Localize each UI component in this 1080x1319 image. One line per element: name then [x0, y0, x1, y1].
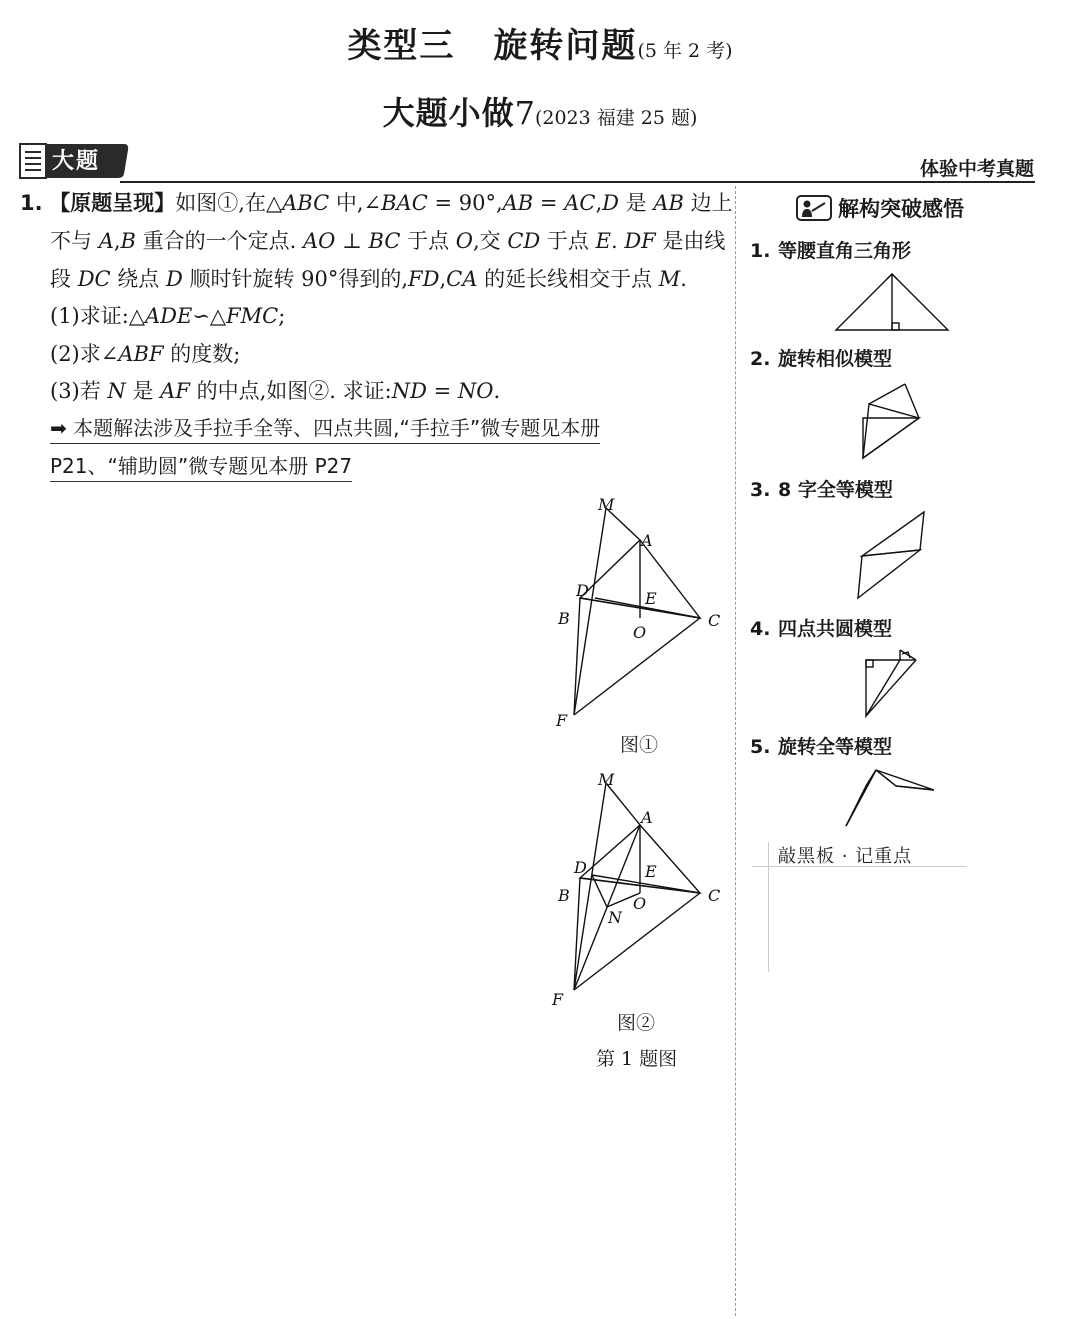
problem-line-2: 不与 A,B 重合的一个定点. AO ⊥ BC 于点 O,交 CD 于点 E. DF 是由线 [50, 229, 726, 253]
figure-2-diagram [540, 765, 740, 1010]
figure-1-caption: 图① [620, 734, 659, 756]
fig2-label-c: C [708, 886, 721, 905]
notes-board-label: 敲黑板 · 记重点 [778, 846, 913, 867]
sidebar-item-2: 2. 旋转相似模型 [750, 348, 893, 370]
figures-caption: 第 1 题图 [596, 1048, 678, 1070]
sidebar-item-5: 5. 旋转全等模型 [750, 736, 893, 758]
problem-line-3: 段 DC 绕点 D 顺时针旋转 90°得到的,FD,CA 的延长线相交于点 M. [50, 267, 687, 291]
fig1-label-d: D [576, 581, 589, 600]
figure-1-diagram [540, 490, 740, 730]
question-3: (3)若 N 是 AF 的中点,如图②. 求证:ND = NO. [50, 379, 501, 403]
fig1-label-b: B [558, 609, 570, 628]
fig2-label-d: D [574, 858, 587, 877]
figure-2-caption: 图② [617, 1012, 656, 1034]
problem-line-1: 1. 【原题呈现】如图①,在△ABC 中,∠BAC = 90°,AB = AC,D 是 AB 边上 [20, 191, 733, 215]
problem-number: 1. [20, 191, 43, 215]
isosceles-right-triangle-icon [830, 268, 954, 334]
fig1-label-f: F [556, 711, 568, 730]
page-title [0, 18, 1080, 67]
sidebar-heading: 解构突破感悟 [796, 193, 964, 223]
section-label: 体验中考真题 [919, 158, 1034, 180]
fig2-label-a: A [641, 808, 653, 827]
subtitle-number: 7 [514, 94, 535, 132]
sidebar-item-3: 3. 8 字全等模型 [750, 479, 893, 501]
notes-board-border [768, 842, 769, 972]
four-points-concyclic-model-icon [858, 646, 924, 720]
notes-board-rule [752, 866, 967, 867]
title-topic: 旋转问题 [493, 26, 638, 66]
question-2: (2)求∠ABF 的度数; [50, 342, 241, 366]
title-type: 类型三 [347, 26, 456, 66]
subtitle-text: 大题小做 [382, 94, 515, 132]
question-1: (1)求证:△ADE∽△FMC; [50, 304, 286, 328]
fig2-label-n: N [608, 908, 622, 927]
sidebar-item-1: 1. 等腰直角三角形 [750, 240, 912, 262]
fig2-label-e: E [645, 862, 657, 881]
method-note-line-1: ➡ 本题解法涉及手拉手全等、四点共圆,“手拉手”微专题见本册 [50, 413, 600, 444]
rotation-congruent-model-icon [842, 764, 938, 830]
problem-tag: 【原题呈现】 [49, 191, 176, 215]
subtitle-note: (2023 福建 25 题) [534, 107, 698, 129]
title-note: (5 年 2 考) [637, 40, 733, 62]
fig1-label-o: O [633, 623, 647, 642]
section-rule [120, 181, 1035, 183]
section-badge-label: 大题 [52, 149, 101, 174]
method-note-line-2: P21、“辅助圆”微专题见本册 P27 [50, 451, 352, 482]
column-divider [735, 186, 736, 1316]
fig1-label-e: E [645, 589, 657, 608]
rotation-similar-model-icon [855, 378, 925, 464]
sidebar-item-4: 4. 四点共圆模型 [750, 618, 893, 640]
fig2-label-m: M [598, 770, 615, 789]
fig1-label-m: M [598, 495, 615, 514]
fig1-label-c: C [708, 611, 721, 630]
arrow-icon: ➡ [50, 416, 67, 440]
page-subtitle [0, 88, 1080, 134]
fig2-label-o: O [633, 894, 647, 913]
fig1-label-a: A [641, 531, 653, 550]
fig2-label-f: F [552, 990, 564, 1009]
fig2-label-b: B [558, 886, 570, 905]
figure-8-congruent-model-icon [852, 508, 932, 602]
teacher-board-icon [796, 195, 832, 221]
